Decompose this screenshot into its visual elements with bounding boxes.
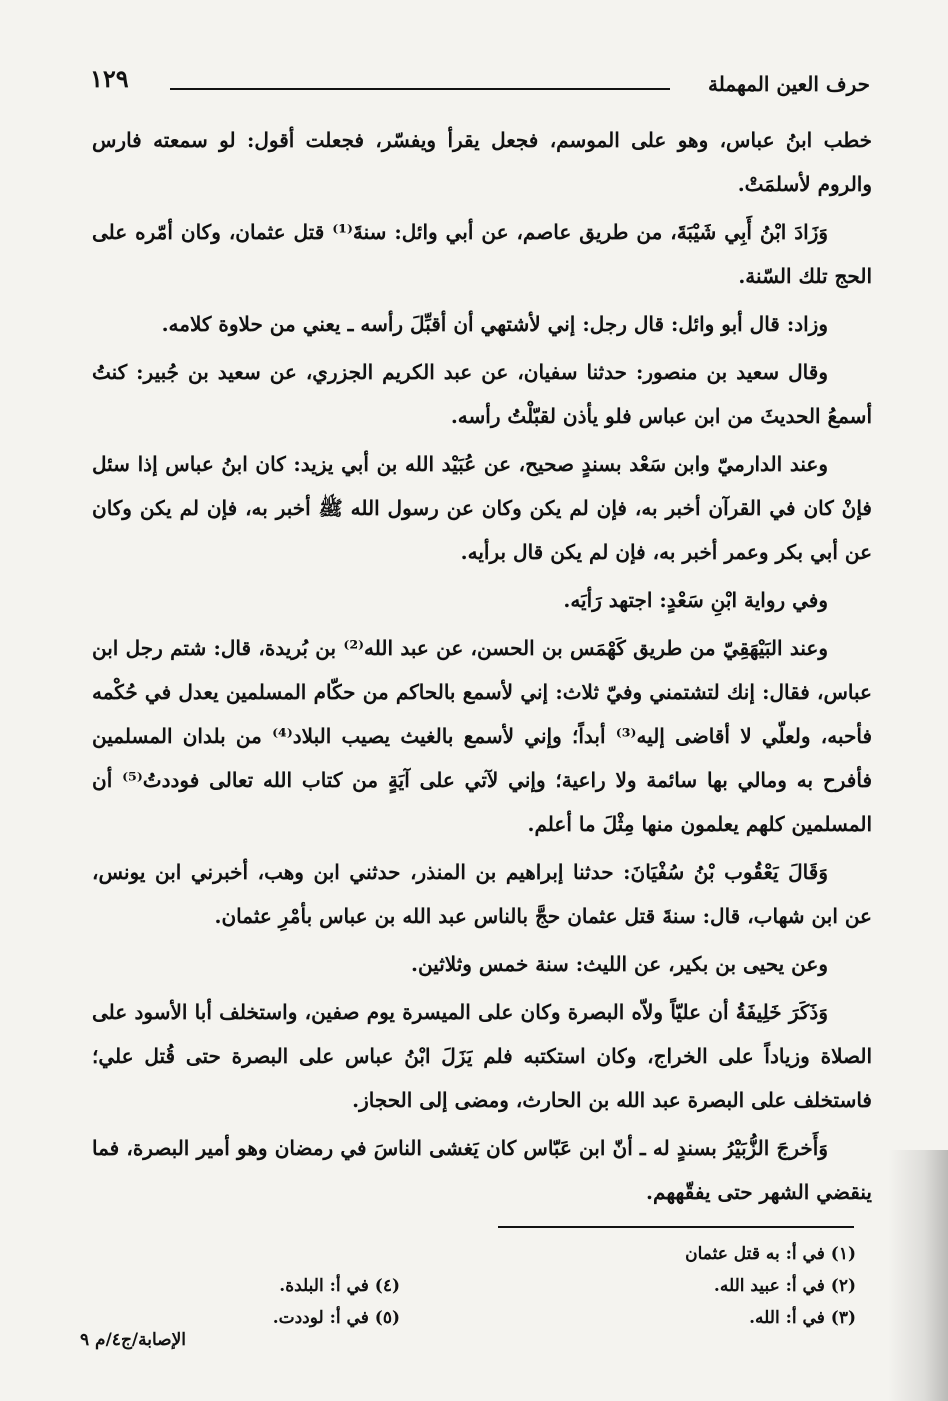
- footnote: (٤) في أ: البلدة.: [279, 1276, 400, 1296]
- footnote: (١) في أ: به قتل عثمان: [685, 1244, 856, 1264]
- running-title: حرف العين المهملة: [708, 72, 870, 96]
- paragraph: وعن يحيى بن بكير، عن الليث: سنة خمس وثلاثين.: [410, 952, 828, 976]
- footnote: (٣) في أ: الله.: [749, 1308, 856, 1328]
- paragraph: وَذَكَرَ خَلِيفَةُ أن عليّاً ولاّه البصرة وكان على الميسرة يوم صفين، واستخلف أبا الأسود على الصلاة وزياداً على الخراج، وكان استكتبه فلم يَزَلَ ابْنُ عباس على البصرة حتى قُتل علي؛ فاستخلف على البصرة عبد الله بن الحارث، ومضى إلى الحجاز.: [92, 1000, 872, 1112]
- footnote-rule: [498, 1226, 854, 1228]
- printer-signature: الإصابة/ج٤/م ٩: [80, 1330, 186, 1350]
- header-rule: [170, 88, 670, 90]
- paragraph: خطب ابنُ عباس، وهو على الموسم، فجعل يقرأ ويفسّر، فجعلت أقول: لو سمعته فارس والروم لأسلمَتْ.: [92, 128, 872, 196]
- page-header: [90, 58, 870, 98]
- footnote: (٥) في أ: لوددت.: [272, 1308, 400, 1328]
- paragraph: وَقَالَ يَعْقُوب بْنُ سُفْيَانَ: حدثنا إبراهيم بن المنذر، حدثني ابن وهب، أخبرني ابن يونس، عن ابن شهاب، قال: سنةَ قتل عثمان حجَّ بالناس عبد الله بن عباس بأمْرِ عثمان.: [92, 860, 872, 928]
- main-text: [92, 118, 872, 1218]
- footnote: (٢) في أ: عبيد الله.: [713, 1276, 856, 1296]
- paragraph: وَأَخرجَ الزُّبَيْرُ بسندٍ له ـ أنّ ابن عَبّاس كان يَغشى الناسَ في رمضان وهو أمير البصرة، فما ينقضي الشهر حتى يفقّههم.: [92, 1136, 872, 1204]
- paragraph: وعند الدارميّ وابن سَعْد بسندٍ صحيح، عن عُبَيْد الله بن أبي يزيد: كان ابنُ عباس إذا سئل فإنْ كان في القرآن أخبر به، فإن لم يكن وكان عن رسول الله ﷺ أخبر به، فإن لم يكن وكان عن أبي بكر وعمر أخبر به، فإن لم يكن قال برأيه.: [92, 452, 872, 564]
- paragraph: وزاد: قال أبو وائل: قال رجل: إني لأشتهي أن أقبِّلَ رأسه ـ يعني من حلاوة كلامه.: [161, 312, 828, 336]
- page-number: ١٢٩: [90, 64, 129, 93]
- paragraph: وفي رواية ابْنِ سَعْدٍ: اجتهد رَأيَه.: [563, 588, 828, 612]
- paragraph: وعند البَيْهَقِيّ من طريق كَهْمَس بن الحسن، عن عبد الله⁽²⁾ بن بُريدة، قال: شتم رجل ابن عباس، فقال: إنك لتشتمني وفيّ ثلاث: إني لأسمع بالحاكم من حكّام المسلمين يعدل في حُكْمه فأحبه، ولعلّي لا أقاضى إليه⁽³⁾ أبداً؛ وإني لأسمع بالغيث يصيب البلاد⁽⁴⁾ من بلدان المسلمين فأفرح به ومالي بها سائمة ولا راعية؛ وإني لآتي على آيَةٍ من كتاب الله تعالى فوددتُ⁽⁵⁾ أن المسلمين كلهم يعلمون منها مِثْلَ ما أعلم.: [92, 636, 873, 836]
- paragraph: وَزَادَ ابْنُ أَبِي شَيْبَةَ، من طريق عاصم، عن أبي وائل: سنةَ⁽¹⁾ قتل عثمان، وكان أمّره على الحج تلك السّنة.: [92, 220, 872, 288]
- scan-shadow: [888, 1150, 948, 1401]
- paragraph: وقال سعيد بن منصور: حدثنا سفيان، عن عبد الكريم الجزري، عن سعيد بن جُبير: كنتُ أسمعُ الحديثَ من ابن عباس فلو يأذن لقبّلْتُ رأسه.: [92, 360, 872, 428]
